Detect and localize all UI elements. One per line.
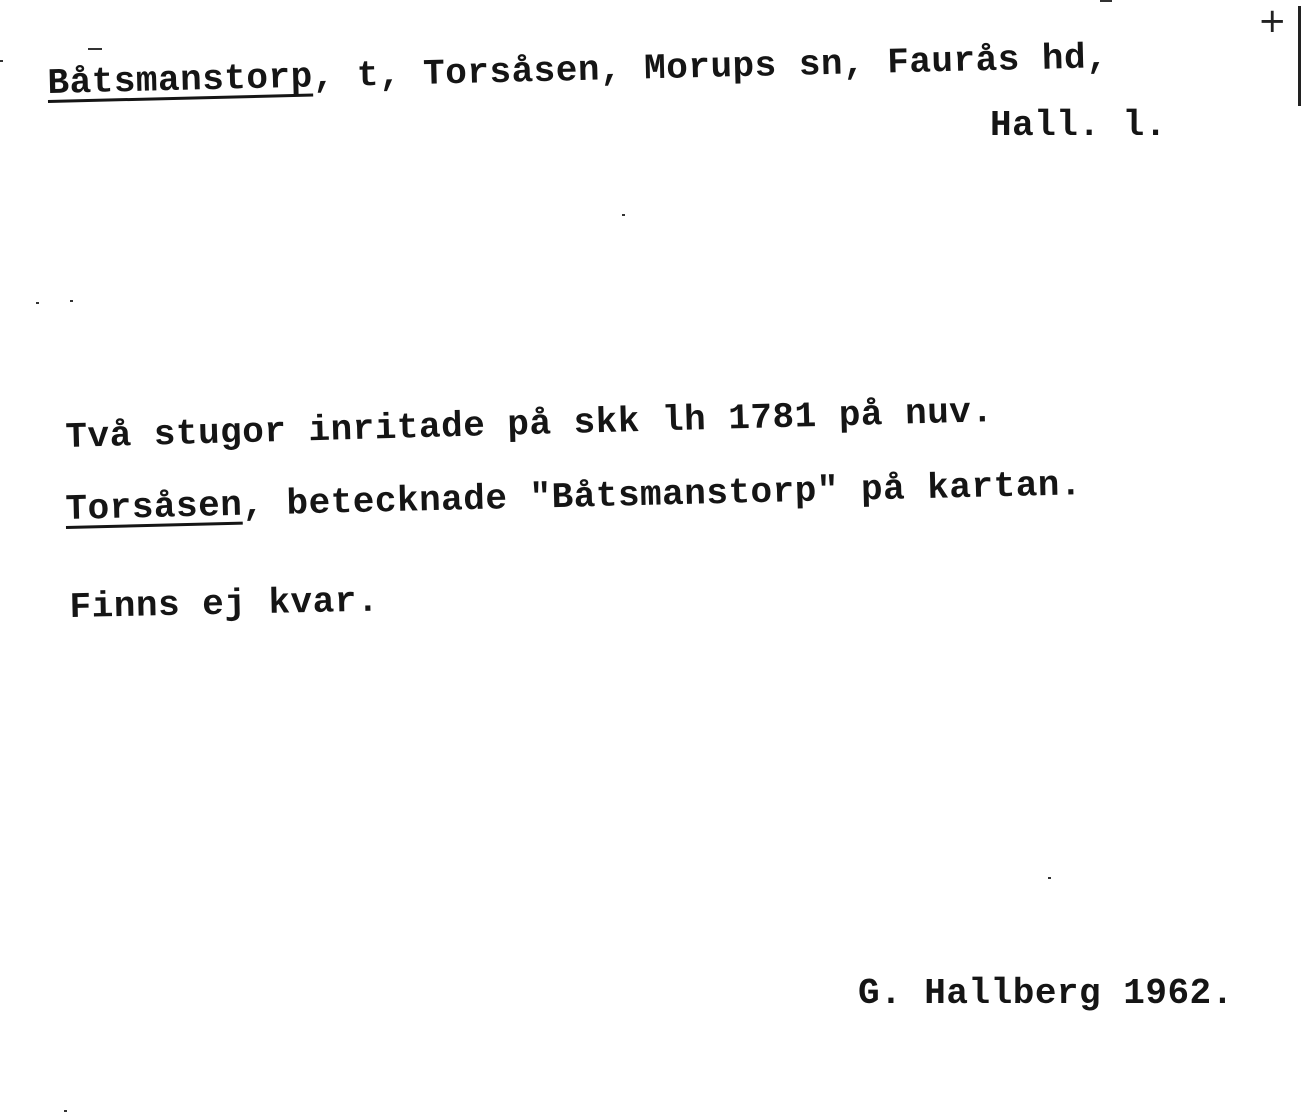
scan-speck bbox=[1100, 0, 1112, 2]
body-line-2 bbox=[65, 464, 1083, 530]
scan-speck bbox=[64, 1110, 67, 1112]
right-edge-rule bbox=[1298, 6, 1301, 106]
scan-speck bbox=[1048, 877, 1051, 879]
place-name: Båtsmanstorp bbox=[47, 56, 314, 104]
heading-details: , t, Torsåsen, Morups sn, Faurås hd, bbox=[312, 37, 1109, 98]
signature: G. Hallberg 1962. bbox=[858, 973, 1234, 1014]
scan-speck bbox=[70, 300, 73, 302]
scan-speck bbox=[0, 60, 3, 62]
body-line-3: Finns ej kvar. bbox=[69, 580, 380, 628]
scan-speck bbox=[36, 302, 39, 304]
underlined-place: Torsåsen bbox=[65, 484, 243, 530]
body-line-1: Två stugor inritade på skk lh 1781 på nuv. bbox=[64, 391, 995, 458]
body-line-2-rest: , betecknade "Båtsmanstorp" på kartan. bbox=[241, 464, 1083, 526]
card-heading bbox=[47, 37, 1109, 104]
scan-speck bbox=[88, 48, 102, 50]
scan-speck bbox=[622, 214, 625, 216]
corner-plus-mark: + bbox=[1258, 1, 1287, 41]
heading-line-2: Hall. l. bbox=[990, 105, 1167, 146]
